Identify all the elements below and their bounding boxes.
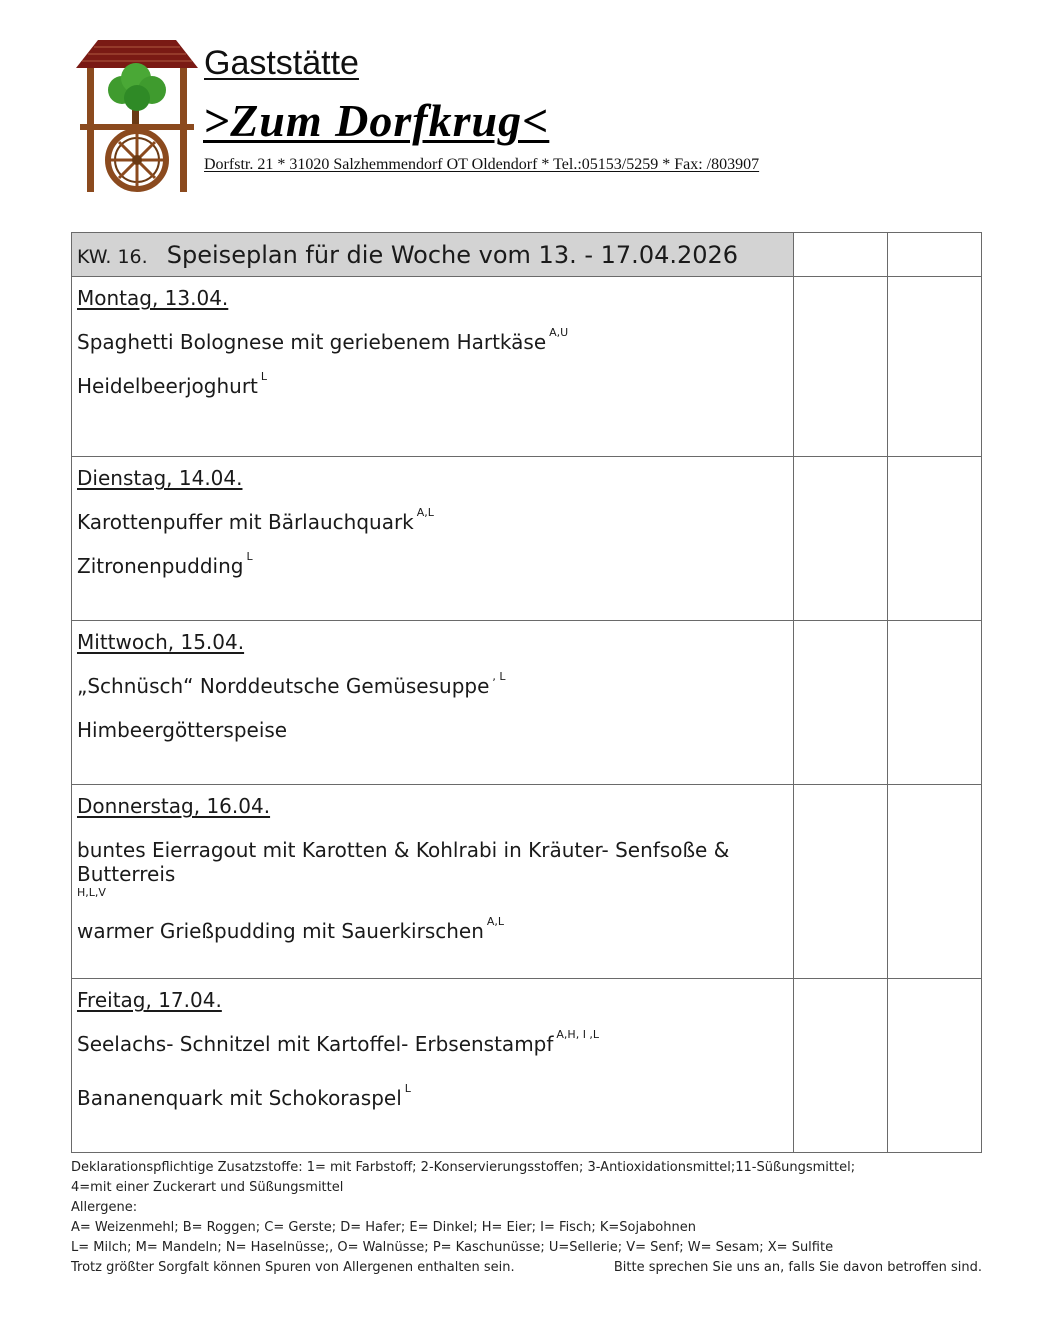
dish-dessert [77, 718, 793, 742]
allergen-codes: L [404, 1082, 411, 1095]
day-cell [72, 979, 794, 1153]
traces-note: Trotz größter Sorgfalt können Spuren von Allergenen enthalten sein. [71, 1260, 515, 1275]
empty-cell [794, 277, 887, 457]
dish-text: Heidelbeerjoghurt [77, 374, 258, 398]
allergens-line: A= Weizenmehl; B= Roggen; C= Gerste; D= Hafer; E= Dinkel; H= Eier; I= Fisch; K=Sojabohnen [71, 1220, 696, 1235]
dish-dessert [77, 370, 793, 398]
dish-text: buntes Eierragout mit Karotten & Kohlrabi in Kräuter- Senfsoße & Butterreis [77, 838, 730, 886]
day-row-monday [72, 277, 982, 457]
dish-main [77, 326, 793, 354]
dish-text: Spaghetti Bolognese mit geriebenem Hartkäse [77, 330, 547, 354]
empty-cell [887, 979, 981, 1153]
allergen-codes: L [260, 370, 268, 383]
dish-dessert [77, 550, 793, 578]
allergen-codes: A,L [416, 506, 434, 519]
footer-notes [71, 1158, 982, 1278]
empty-cell [887, 457, 981, 621]
empty-cell [887, 277, 981, 457]
dish-main [77, 1028, 793, 1056]
additives-line: 4=mit einer Zuckerart und Süßungsmittel [71, 1180, 344, 1195]
day-cell [72, 277, 794, 457]
dish-text: warmer Grießpudding mit Sauerkirschen [77, 919, 484, 943]
allergen-codes: A,U [549, 326, 569, 339]
menu-header-cell [72, 233, 794, 277]
dish-text: Zitronenpudding [77, 554, 244, 578]
footer-last-line [71, 1258, 982, 1278]
menu-header-row [72, 233, 982, 277]
dish-main [77, 838, 793, 899]
day-cell [72, 785, 794, 979]
dish-text: „Schnüsch“ Norddeutsche Gemüsesuppe [77, 674, 490, 698]
letterhead [0, 0, 1042, 210]
day-label: Dienstag, 14.04. [77, 466, 243, 490]
empty-cell [887, 785, 981, 979]
empty-cell [794, 457, 887, 621]
day-label: Freitag, 17.04. [77, 988, 222, 1012]
day-label: Donnerstag, 16.04. [77, 794, 271, 818]
allergen-codes: H,L,V [77, 886, 106, 899]
day-row-tuesday [72, 457, 982, 621]
allergen-codes: L [246, 550, 253, 563]
menu-title: Speiseplan für die Woche vom 13. - 17.04.2026 [166, 241, 739, 269]
dish-text: Bananenquark mit Schokoraspel [77, 1086, 402, 1110]
allergens-label: Allergene: [71, 1200, 138, 1215]
empty-cell [794, 979, 887, 1153]
day-row-thursday [72, 785, 982, 979]
empty-cell [794, 785, 887, 979]
dish-text: Karottenpuffer mit Bärlauchquark [77, 510, 414, 534]
allergen-codes: , L [492, 670, 506, 683]
allergen-codes: A,H, I ,L [556, 1028, 600, 1041]
dish-main [77, 670, 793, 698]
header-empty-cell [887, 233, 981, 277]
day-cell [72, 621, 794, 785]
dish-text: Himbeergötterspeise [77, 718, 288, 742]
empty-cell [794, 621, 887, 785]
day-label: Mittwoch, 15.04. [77, 630, 245, 654]
restaurant-address: Dorfstr. 21 * 31020 Salzhemmendorf OT Oldendorf * Tel.:05153/5259 * Fax: /803907 [204, 156, 760, 173]
additives-line: Deklarationspflichtige Zusatzstoffe: 1= mit Farbstoff; 2-Konservierungsstoffen; 3-Antioxidationsmittel;11-Süßungsmittel; [71, 1160, 856, 1175]
allergen-codes: A,L [486, 915, 505, 928]
day-row-wednesday [72, 621, 982, 785]
restaurant-type: Gaststätte [204, 44, 359, 82]
day-label: Montag, 13.04. [77, 286, 229, 310]
week-number: KW. 16. [77, 246, 148, 268]
menu-table [71, 232, 982, 1153]
allergens-line: L= Milch; M= Mandeln; N= Haselnüsse;, O= Walnüsse; P= Kaschunüsse; U=Sellerie; V= Senf; W= Sesam; X= Sulfite [71, 1240, 834, 1255]
day-cell [72, 457, 794, 621]
restaurant-name: >Zum Dorfkrug< [203, 95, 550, 146]
day-row-friday [72, 979, 982, 1153]
well-logo-icon [74, 38, 200, 194]
dish-main [77, 506, 793, 534]
empty-cell [887, 621, 981, 785]
header-empty-cell [794, 233, 887, 277]
contact-note: Bitte sprechen Sie uns an, falls Sie davon betroffen sind. [613, 1260, 982, 1275]
dish-dessert [77, 1082, 793, 1110]
dish-dessert [77, 915, 793, 943]
dish-text: Seelachs- Schnitzel mit Kartoffel- Erbsenstampf [77, 1032, 554, 1056]
